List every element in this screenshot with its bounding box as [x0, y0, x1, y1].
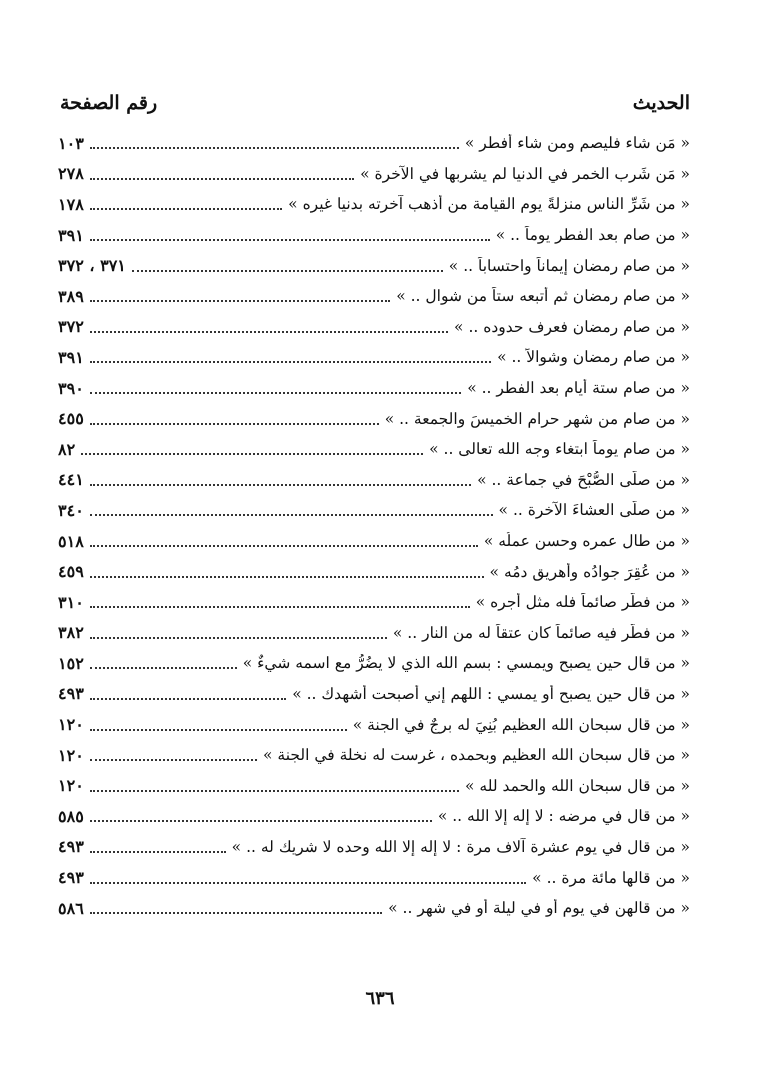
index-entry: [58, 862, 690, 893]
hadith-text: « من قالها مائة مرة .. »: [532, 868, 690, 887]
index-entry: [58, 801, 690, 832]
hadith-page-ref: ٥٨٦: [58, 898, 84, 918]
hadith-text: « من صام رمضان إيماناً واحتساباً .. »: [448, 256, 690, 275]
hadith-text: « من قالهن في يوم أو في ليلة أو في شهر .. »: [388, 899, 690, 918]
dotted-leader: [90, 606, 470, 608]
hadith-page-ref: ١٢٠: [58, 715, 84, 735]
hadith-page-ref: ٢٧٨: [58, 164, 84, 184]
page-number-column-header: رقم الصفحة: [60, 92, 158, 114]
hadith-page-ref: ٣٩٠: [58, 378, 84, 398]
hadith-page-ref: ٥٨٥: [58, 806, 84, 826]
dotted-leader: [90, 729, 347, 731]
dotted-leader: [90, 759, 257, 761]
index-entry: [58, 403, 690, 434]
index-entry: [58, 465, 690, 496]
hadith-text: « من صام رمضان وشوالاً .. »: [497, 348, 690, 367]
hadith-page-ref: ٤٤١: [58, 470, 84, 490]
hadith-page-ref: ٥١٨: [58, 531, 84, 551]
dotted-leader: [90, 851, 226, 853]
column-headers: [60, 88, 690, 118]
hadith-text: « من صام ستة أيام بعد الفطر .. »: [467, 379, 690, 398]
dotted-leader: [90, 882, 526, 884]
hadith-page-ref: ٣٧١ ، ٣٧٢: [58, 256, 126, 276]
index-entry: [58, 648, 690, 679]
dotted-leader: [90, 698, 286, 700]
hadith-page-ref: ٣٨٩: [58, 286, 84, 306]
index-entry: [58, 618, 690, 649]
hadith-page-ref: ٣٩١: [58, 347, 84, 367]
hadith-page-ref: ١٧٨: [58, 194, 84, 214]
hadith-index-list: [58, 128, 690, 923]
dotted-leader: [90, 300, 390, 302]
hadith-text: « من فطّر صائماً فله مثل أجره »: [475, 593, 690, 612]
hadith-text: « من صام يوماً ابتغاء وجه الله تعالى .. »: [429, 440, 690, 459]
hadith-text: « من عُقِرَ جوادُه وأُهريق دمُه »: [489, 562, 690, 581]
hadith-page-ref: ١٥٢: [58, 653, 84, 673]
hadith-text: « من شَرِّ الناس منزلةً يوم القيامة من أذهب آخرته بدنيا غيره »: [288, 195, 690, 214]
index-entry: [58, 679, 690, 710]
dotted-leader: [90, 147, 459, 149]
dotted-leader: [90, 576, 484, 578]
hadith-text: « من طال عمره وحسن عملُه »: [483, 532, 690, 551]
hadith-text: « من قال حين يصبح ويمسي : بسم الله الذي لا يضُرُّ مع اسمه شيءٌ »: [242, 654, 690, 673]
hadith-page-ref: ١٠٣: [58, 133, 84, 153]
hadith-page-ref: ٣٤٠: [58, 500, 84, 520]
hadith-text: « من قال في مرضه : لا إله إلا الله .. »: [437, 807, 690, 826]
dotted-leader: [90, 331, 448, 333]
hadith-page-ref: ٤٩٣: [58, 837, 84, 857]
hadith-page-ref: ٣٩١: [58, 225, 84, 245]
dotted-leader: [90, 423, 379, 425]
hadith-page-ref: ١٢٠: [58, 745, 84, 765]
dotted-leader: [90, 637, 387, 639]
hadith-text: « من فطّر فيه صائماً كان عتقاً له من النار .. »: [392, 623, 690, 642]
hadith-text: « من صلّى العشاءَ الآخرة .. »: [498, 501, 690, 520]
dotted-leader: [90, 208, 282, 210]
index-entry: [58, 189, 690, 220]
dotted-leader: [90, 392, 461, 394]
dotted-leader: [90, 514, 493, 516]
index-entry: [58, 342, 690, 373]
hadith-page-ref: ٤٥٩: [58, 562, 84, 582]
index-entry: [58, 281, 690, 312]
hadith-text: « من صام من شهر حرام الخميسَ والجمعة .. »: [384, 409, 690, 428]
hadith-column-header: الحديث: [632, 92, 690, 114]
index-entry: [58, 373, 690, 404]
index-entry: [58, 250, 690, 281]
hadith-page-ref: ٨٢: [58, 439, 76, 459]
hadith-text: « من قال في يوم عشرة آلاف مرة : لا إله إلا الله وحده لا شريك له .. »: [231, 837, 690, 856]
index-entry: [58, 495, 690, 526]
hadith-text: « من قال سبحان الله العظيم بُنِيَ له برجٌ في الجنة »: [352, 715, 690, 734]
dotted-leader: [90, 484, 471, 486]
index-entry: [58, 159, 690, 190]
dotted-leader: [132, 270, 443, 272]
dotted-leader: [90, 790, 459, 792]
index-entry: [58, 434, 690, 465]
hadith-text: « من صام رمضان فعرف حدوده .. »: [454, 317, 690, 336]
hadith-text: « من قال سبحان الله والحمد لله »: [465, 776, 690, 795]
hadith-page-ref: ٤٩٣: [58, 868, 84, 888]
index-entry: [58, 709, 690, 740]
dotted-leader: [90, 912, 382, 914]
index-entry: [58, 587, 690, 618]
index-entry: [58, 526, 690, 557]
hadith-text: « من قال سبحان الله العظيم وبحمده ، غرست له نخلة في الجنة »: [262, 746, 690, 765]
dotted-leader: [90, 361, 491, 363]
hadith-text: « مَن شاء فليصم ومن شاء أفطر »: [464, 134, 690, 153]
dotted-leader: [90, 820, 432, 822]
index-entry: [58, 740, 690, 771]
dotted-leader: [90, 239, 490, 241]
index-entry: [58, 832, 690, 863]
hadith-page-ref: ٣١٠: [58, 592, 84, 612]
hadith-page-ref: ٤٥٥: [58, 409, 84, 429]
index-entry: [58, 770, 690, 801]
hadith-text: « من صام رمضان ثم أتبعه ستاً من شوال .. »: [396, 287, 690, 306]
index-entry: [58, 312, 690, 343]
hadith-page-ref: ١٢٠: [58, 776, 84, 796]
index-entry: [58, 220, 690, 251]
dotted-leader: [90, 667, 237, 669]
hadith-page-ref: ٤٩٣: [58, 684, 84, 704]
hadith-text: « من قال حين يصبح أو يمسي : اللهم إني أصبحت أشهدك .. »: [292, 684, 690, 703]
page-number: ٦٣٦: [365, 988, 395, 1009]
hadith-text: « من صام بعد الفطر يوماً .. »: [495, 226, 690, 245]
hadith-page-ref: ٣٧٢: [58, 317, 84, 337]
index-entry: [58, 893, 690, 924]
index-entry: [58, 128, 690, 159]
hadith-text: « مَن شَرِب الخمر في الدنيا لم يشربها في الآخرة »: [360, 164, 690, 183]
hadith-text: « من صلّى الصُّبْحَ في جماعة .. »: [477, 470, 690, 489]
hadith-page-ref: ٣٨٢: [58, 623, 84, 643]
dotted-leader: [90, 545, 478, 547]
index-entry: [58, 556, 690, 587]
dotted-leader: [81, 453, 423, 455]
dotted-leader: [90, 178, 354, 180]
